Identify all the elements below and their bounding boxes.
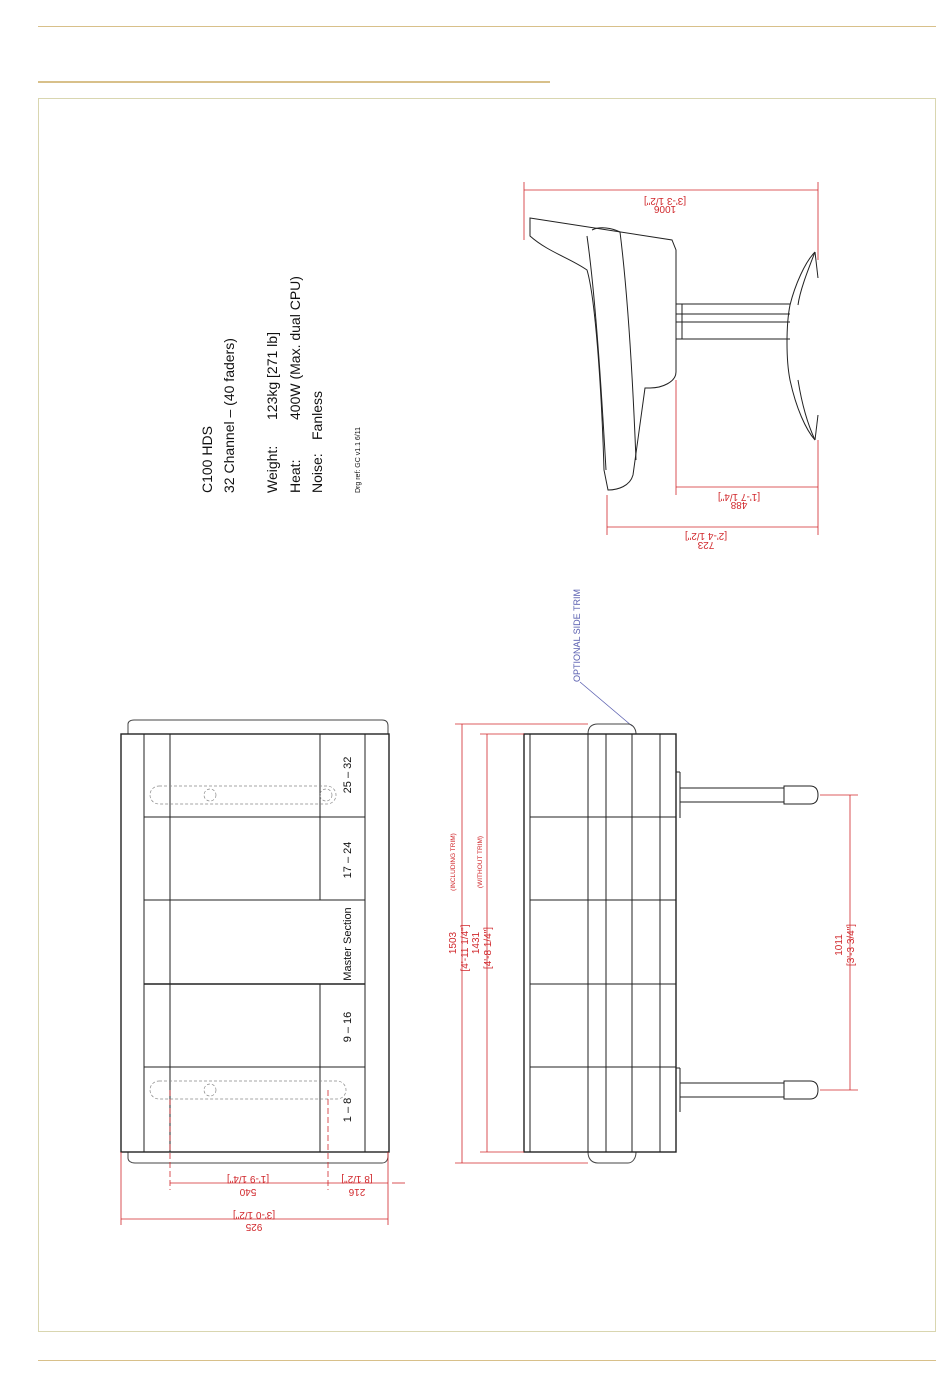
spec-model: C100 HDS [199, 426, 215, 493]
section-label: 1 – 8 [342, 1097, 354, 1123]
dim-edge-mm: 216 [348, 1186, 366, 1197]
dim-overall-mm: 925 [245, 1221, 263, 1232]
side-profile-dim-labels [644, 195, 760, 550]
dim-leg-spacing-imperial: [3'-3 3/4"] [846, 923, 857, 967]
dim-slot-imperial: [1'-9 1/4"] [226, 1173, 270, 1184]
spec-heat-value: 400W (Max. dual CPU) [287, 276, 303, 420]
dim-slot-mm: 540 [239, 1186, 257, 1197]
dim-leg-spacing-mm: 1011 [834, 934, 845, 956]
spec-config: 32 Channel – (40 faders) [221, 338, 237, 493]
plan-slots [150, 786, 346, 1099]
dim-overall-imperial: [3'-0 1/2"] [232, 1209, 276, 1220]
side-profile-view [530, 218, 818, 490]
dim-side-depth-mm: 1006 [653, 203, 677, 214]
spec-weight-label: Weight: [264, 445, 280, 493]
spec-heat-label: Heat: [287, 459, 303, 493]
spec-noise-label: Noise: [309, 453, 325, 493]
dim-base-depth-imperial: [2'-4 1/2"] [684, 530, 728, 541]
front-dimensions [455, 724, 858, 1163]
dim-width-incl-trim-imperial: [4'-11 1/4"] [460, 924, 471, 972]
plan-dim-labels [227, 1173, 373, 1232]
side-trim-callout: OPTIONAL SIDE TRIM [572, 588, 582, 682]
drawing-ref: Drg ref: GC v1.1 6/11 [355, 426, 362, 493]
dim-width-no-trim-mm: 1431 [471, 931, 482, 955]
dim-width-incl-trim-mm: 1503 [448, 931, 459, 955]
section-label: 25 – 32 [342, 756, 354, 794]
dim-width-no-trim-imperial: [4'-8 1/4"] [483, 926, 494, 970]
spec-weight-value: 123kg [271 lb] [264, 332, 280, 420]
section-label: 17 – 24 [342, 841, 354, 879]
side-trim-leader [580, 682, 632, 726]
side-profile-dimensions [524, 182, 818, 535]
dim-side-depth-imperial: [3'-3 1/2"] [643, 195, 687, 206]
section-label: 9 – 16 [342, 1011, 354, 1043]
dim-width-no-trim-note: (WITHOUT TRIM) [477, 835, 484, 889]
dim-leg-depth-imperial: [1'-7 1/4"] [717, 491, 761, 502]
section-label: Master Section [342, 907, 354, 981]
dim-leg-depth-mm: 488 [730, 499, 748, 510]
dim-edge-imperial: [8 1/2"] [341, 1173, 373, 1184]
front-elevation-view [524, 724, 818, 1163]
dim-base-depth-mm: 723 [697, 539, 715, 550]
plan-dimensions [121, 1090, 405, 1225]
front-dim-labels [448, 833, 857, 971]
spec-noise-value: Fanless [309, 390, 325, 440]
dim-width-incl-trim-note: (INCLUDING TRIM) [450, 833, 457, 891]
